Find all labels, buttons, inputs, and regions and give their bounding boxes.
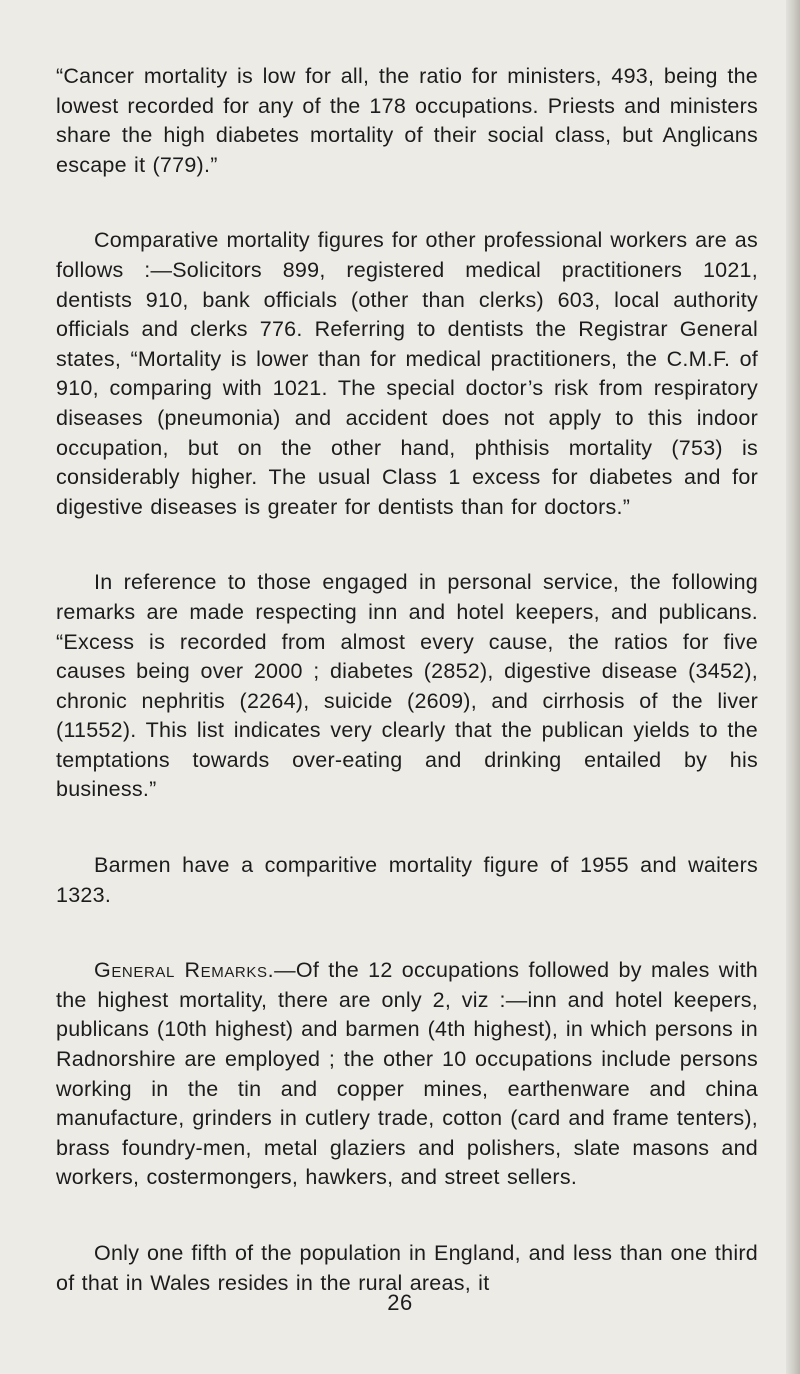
paragraph-personal-service: In reference to those engaged in personal service, the following remarks are made respecting inn and hotel keepers, and publicans. “Excess is recorded from almost every cause, the ratios for five causes being over 2000 ; diabetes (2852), digestive disease (3452), chronic nephritis (2264), suicide (2609), and cirrhosis of the liver (11552). This list indicates very clearly that the publican yields to the temptations towards over-eating and drinking entailed by his business.”: [56, 570, 758, 802]
general-remarks-body: —Of the 12 occupations followed by males with the highest mortality, there are only 2, viz :—inn and hotel keepers, publicans (10th highest) and barmen (4th highest), in which persons in Radnorshire are employed ; the other 10 occupations include persons working in the tin and copper mines, earthenware and china manufacture, grinders in cutlery trade, cotton (card and frame tenters), brass foundry-men, metal glaziers and polishers, slate masons and workers, costermongers, hawkers, and street sellers.: [56, 958, 759, 1190]
page-edge-shadow: [786, 0, 800, 1374]
paragraph-general-remarks: [56, 956, 758, 1193]
page-number: 26: [387, 1290, 413, 1315]
paragraph-population: Only one fifth of the population in England, and less than one third of that in Wales resides in the rural areas, it: [56, 1241, 758, 1295]
general-remarks-heading: General Remarks.: [94, 958, 275, 983]
paragraph-cancer-mortality: “Cancer mortality is low for all, the ratio for ministers, 493, being the lowest recorded for any of the 178 occupations. Priests and ministers share the high diabetes mortality of their social class, but Anglicans escape it (779).”: [56, 64, 758, 177]
paragraph-professional-workers: Comparative mortality figures for other professional workers are as follows :—Solicitors 899, registered medical practitioners 1021, dentists 910, bank officials (other than clerks) 603, local authority officials and clerks 776. Referring to dentists the Registrar General states, “Mortality is lower than for medical practitioners, the C.M.F. of 910, comparing with 1021. The special doctor’s risk from respiratory diseases (pneumonia) and accident does not apply to this indoor occupation, but on the other hand, phthisis mortality (753) is considerably higher. The usual Class 1 excess for diabetes and for digestive diseases is greater for dentists than for doctors.”: [56, 228, 758, 519]
paragraph-barmen: Barmen have a comparitive mortality figure of 1955 and waiters 1323.: [56, 853, 758, 907]
